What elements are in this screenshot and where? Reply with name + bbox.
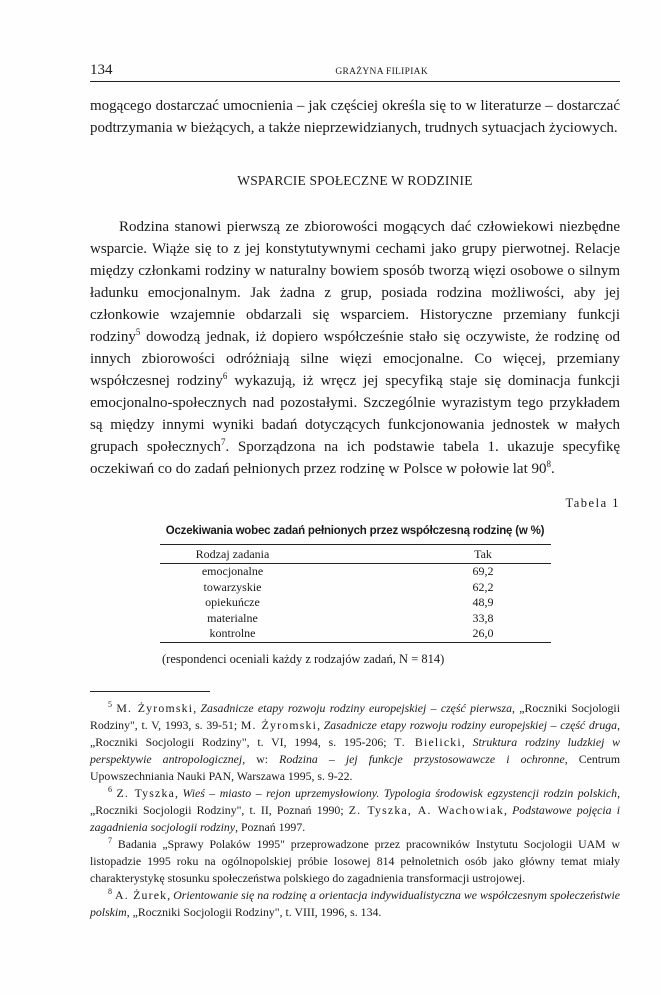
value-cell: 62,2 [472, 579, 494, 594]
value-cell: 69,2 [472, 564, 494, 578]
footnote-text: , [175, 785, 183, 800]
main-paragraph-text: . [551, 461, 555, 477]
footnote-text: , [461, 734, 473, 749]
column-header: Tak [305, 545, 551, 564]
value-cell: 48,9 [472, 595, 494, 609]
page-header [90, 62, 620, 82]
task-type-cell: emocjonalne [201, 564, 264, 578]
footnote-text: , Poznań 1997. [235, 819, 306, 834]
footnote-ref-6[interactable]: 6 [222, 371, 228, 381]
page [90, 62, 620, 921]
footnote-text: , „Roczniki Socjologii Rodziny", t. VIII, 1996, s. 134. [126, 904, 382, 919]
footnote-number: 8 [108, 886, 112, 896]
table-label: Tabela 1 [565, 496, 620, 510]
footnote-title: Rodzina – jej funkcje przystosowawcze i ochronne [279, 751, 565, 766]
footnote-number: 6 [108, 784, 112, 794]
main-paragraph-text: Rodzina stanowi pierwszą ze zbiorowości mogących dać człowiekowi niezbędne wsparcie. Wiąże się to z jej konstytutywnymi cechami jako grupy pierwotnej. Relacje między członkami rodziny w naturalny bowiem sposób tworzą więzi osobowe o silnym ładunku emocjonalnym. Jak żadna z grup, posiada rodzina możliwości, aby jej członkowie wzajemnie obdarzali się wsparciem. Historyczne przemiany funkcji rodziny [90, 219, 620, 345]
main-paragraph [90, 216, 620, 480]
footnote-number: 5 [108, 699, 112, 709]
table-caption: Oczekiwania wobec zadań pełnionych przez współczesną rodzinę (w %) [165, 525, 545, 537]
footnote-text: , [317, 717, 324, 732]
main-paragraph-text: wykazują, iż wręcz jej specyfiką staje się dominacja funkcji emocjonalno-społecznych nad pozostałymi. Szczególnie wyrazistym tego przykładem są między innymi wyniki badań dotyczących funkcjonowania jednostek w małych grupach społecznych [90, 373, 620, 455]
data-table [160, 544, 551, 643]
table-row [160, 611, 551, 627]
footnote-ref-5[interactable]: 5 [135, 327, 141, 337]
task-type-cell: kontrolne [160, 626, 305, 642]
footnote-title: Orientowanie się na rodzinę a orientacja indywidualistyczna we współczesnym społeczeństwie polskim [90, 887, 621, 919]
footnote-title: Podstawowe pojęcia i zagadnienia socjologii rodziny [90, 802, 621, 834]
table-row [160, 564, 551, 580]
footnote-author: M. Żyromski [240, 717, 318, 732]
footnote-author: Z. Tyszka, A. Wachowiak [348, 802, 504, 817]
main-paragraph-text: dowodzą jednak, iż dopiero współcześnie stało się oczywiste, że rodzinę od innych zbiorowości odróżniają silne więzi emocjonalne. Co więcej, przemiany współczesnej rodziny [90, 329, 620, 389]
footnote-5 [90, 700, 620, 785]
footnote-title: Zasadnicze etapy rozwoju rodziny europejskiej – część druga [323, 717, 618, 732]
footnote-text: Badania „Sprawy Polaków 1995" przeprowadzone przez pracowników Instytutu Socjologii UAM w listopadzie 1995 roku na ogólnopolskiej próbie losowej 814 pełnoletnich osób jako główny temat miały charakterystykę stosunku społeczeństwa polskiego do zagadnienia transformacji ustrojowej. [90, 836, 620, 885]
footnote-author: M. Żyromski [116, 700, 194, 715]
table-note: (respondenci oceniali każdy z rodzajów zadań, N = 814) [162, 651, 445, 666]
main-paragraph-text: . Sporządzona na ich podstawie tabela 1. ukazuje specyfikę oczekiwań co do zadań pełnionych przez rodzinę w Polsce w połowie lat 90 [90, 439, 620, 477]
footnote-divider [90, 691, 210, 692]
table-row [160, 580, 551, 596]
footnote-text: , w: [242, 751, 280, 766]
intro-paragraph: mogącego dostarczać umocnienia – jak częściej określa się to w literaturze – dostarczać podtrzymania w bieżących, a także nieprzewidzianych, trudnych sytuacjach życiowych. [90, 98, 620, 136]
footnote-author: Z. Tyszka [116, 785, 176, 800]
footnote-text: , „Roczniki Socjologii Rodziny", t. V, 1993, s. 39-51; [90, 700, 620, 732]
footnote-text: , [167, 887, 174, 902]
footnote-author: T. Bielicki [394, 734, 462, 749]
footnote-text: , „Roczniki Socjologii Rodziny", t. II, Poznań 1990; [90, 785, 621, 817]
footnote-text: , Centrum Upowszechniania Nauki PAN, Warszawa 1995, s. 9-22. [90, 751, 621, 783]
footnote-number: 7 [108, 835, 112, 845]
task-type-cell: materialne [207, 610, 258, 625]
footnote-title: Zasadnicze etapy rozwoju rodziny europejskiej – część pierwsza [200, 700, 513, 715]
table-row [160, 595, 551, 611]
value-cell: 33,8 [472, 610, 494, 625]
section-title: WSPARCIE SPOŁECZNE W RODZINIE [237, 173, 473, 188]
value-cell: 26,0 [305, 626, 551, 642]
footnote-text: , [193, 700, 201, 715]
footnote-8 [90, 887, 620, 921]
footnote-6 [90, 785, 620, 836]
running-head: GRAŻYNA FILIPIAK [335, 67, 428, 77]
footnote-ref-7[interactable]: 7 [221, 437, 226, 447]
task-type-cell: opiekuńcze [205, 595, 260, 609]
table-header-row [160, 545, 551, 564]
footnote-text: , [503, 802, 513, 817]
footnote-author: A. Żurek [115, 887, 168, 902]
task-type-cell: towarzyskie [203, 579, 262, 594]
footnote-title: Wieś – miasto – rejon uprzemysłowiony. Typologia środowisk egzystencji rodzin polskich [182, 785, 618, 800]
footnote-ref-8[interactable]: 8 [546, 459, 552, 469]
page-number: 134 [90, 62, 113, 78]
footnote-title: Struktura rodziny ludzkiej w perspektywie antropologicznej [90, 734, 620, 766]
footnote-text: , „Roczniki Socjologii Rodziny", t. VI, 1994, s. 195-206; [90, 717, 621, 749]
table-row [160, 626, 551, 642]
footnote-7 [90, 836, 620, 887]
column-header: Rodzaj zadania [160, 545, 305, 564]
